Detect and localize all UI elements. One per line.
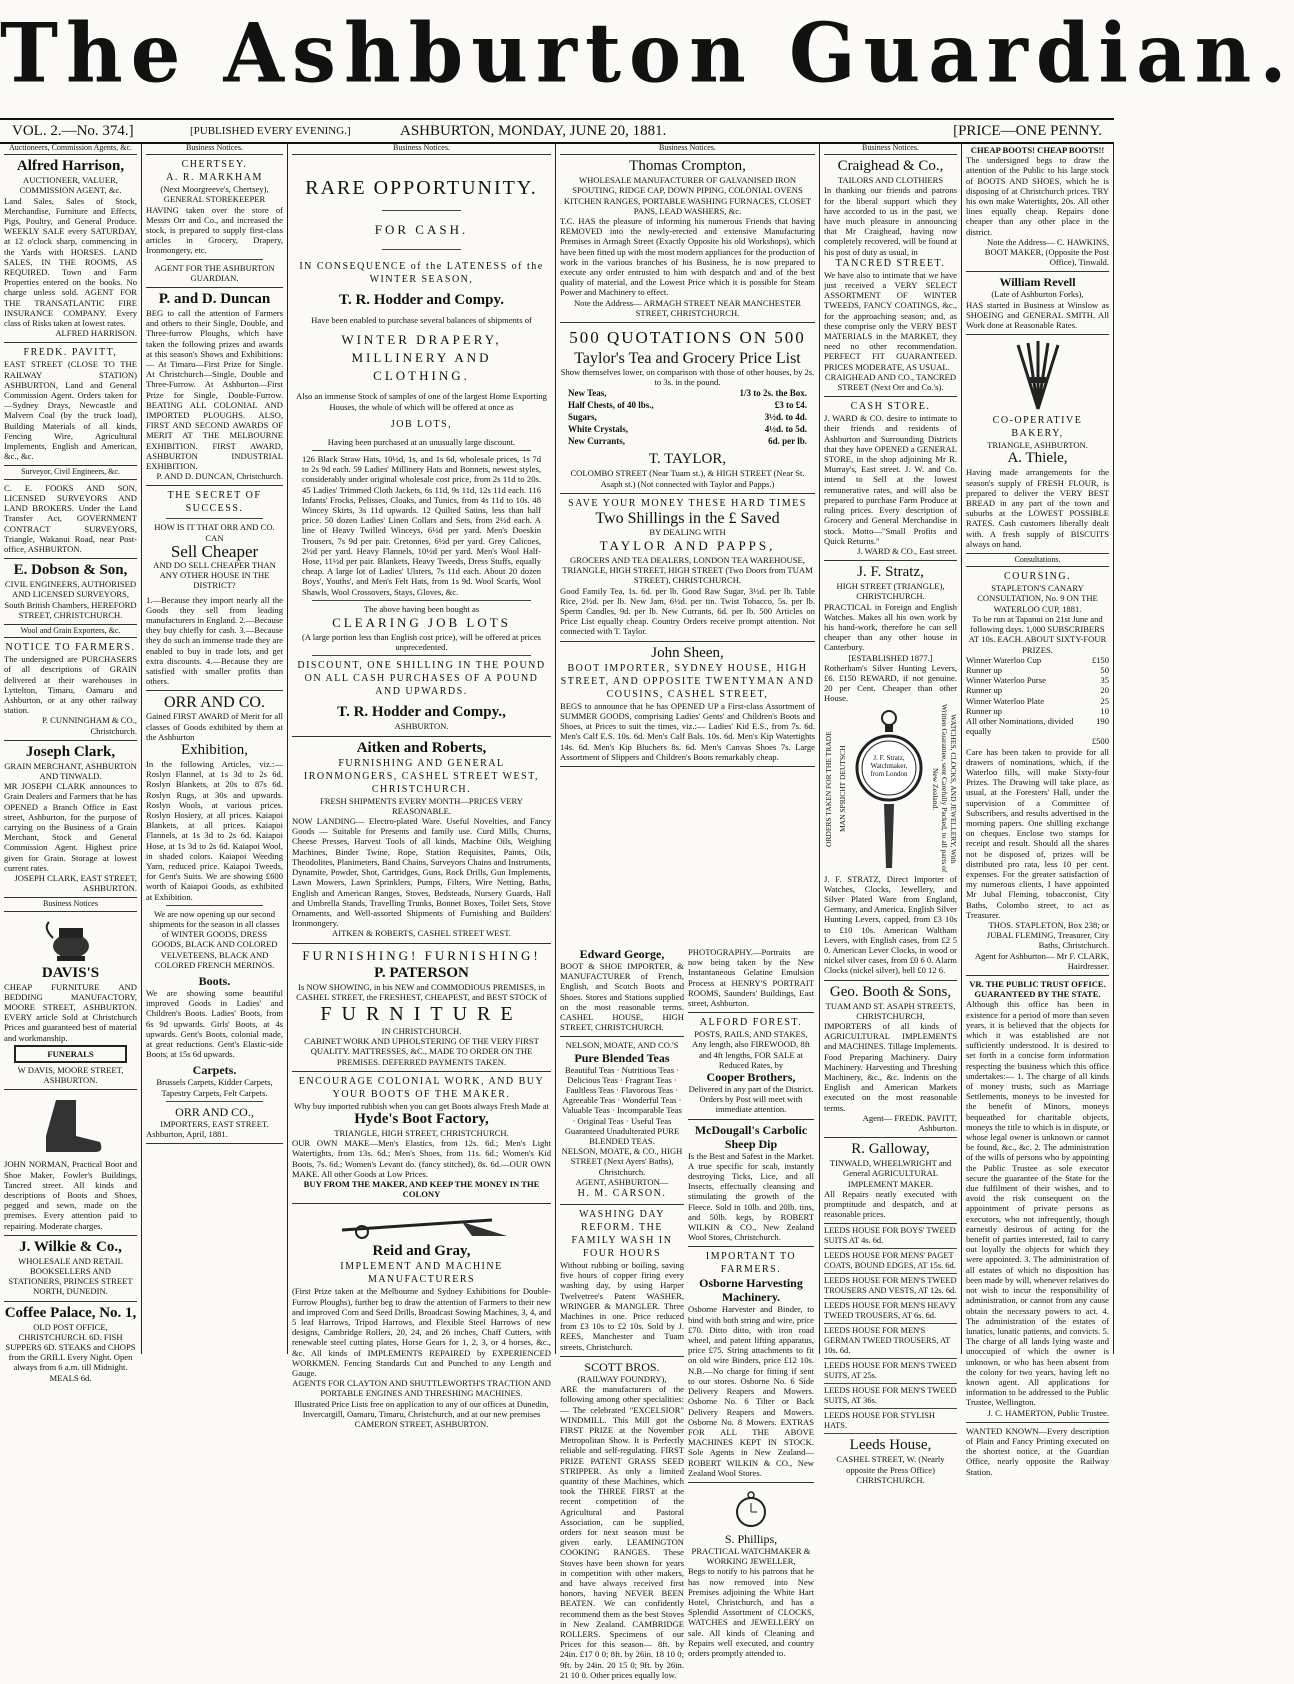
advertiser-name: Leeds House, — [849, 1437, 932, 1454]
section-heading: Business Notices. — [560, 142, 815, 155]
prize-amount: 10 — [1100, 705, 1109, 716]
ad-signature: AITKEN & ROBERTS, CASHEL STREET WEST. — [332, 928, 511, 939]
ad-body: Show themselves lower, on comparison with those of other houses, by 2s. to 3s. in the pound. — [560, 367, 815, 388]
ad-stapleton — [966, 567, 1109, 976]
left-subcolumn — [560, 944, 684, 1684]
section-heading: Consultations. — [966, 554, 1109, 567]
advertiser-name: John Sheen, — [651, 644, 724, 661]
advertiser-trade: IMPLEMENT AND MACHINE MANUFACTURERS — [340, 1261, 503, 1286]
ad-body: The above having been bought as — [363, 603, 480, 614]
column-6 — [962, 142, 1114, 1477]
price-value: 4½d. to 5d. — [764, 424, 807, 435]
leeds-item: LEEDS HOUSE FOR MENS' PAGET COATS, BOUND EDGES, AT 15s. 6d. — [824, 1249, 957, 1274]
ad-public-trust — [966, 976, 1109, 1423]
advertiser-address: IMPORTERS, EAST STREET. — [160, 1118, 269, 1129]
ad-body: In the following Articles, viz.:— Roslyn Flannel, at 1s 3d to 2s 6d. Roslyn Blankets, at 20s to 87s 6d. Roslyn Rugs, at 30s and upwards. Roslyn Wools, at various prices. Roslyn Hosiery, at all prices. Kaiapoi Blankets, at all prices. Kaiapoi Flannels, at 1s 3d to 2s 6d. Kaiapoi Hose, at 1s 3d to 2s 6d. Kaiapoi Wool, in shaded colors. Kaiapoi Weeding Yarn, reduced price. Kaiapoi Tweeds, for Gent's Suits. We are showing £600 worth of Kaiapoi Goods, as exhibited at Exhibition. — [146, 758, 283, 902]
advertiser-trade: GRAIN MERCHANT, ASHBURTON AND TINWALD. — [4, 760, 137, 781]
ad-body: PRACTICAL in Foreign and English Watches. Makes all his own work by his hand-work, therefore he can sell cheaper than any other house in Canterbury. — [824, 601, 957, 653]
ad-headline: RARE OPPORTUNITY. — [305, 177, 538, 200]
agent-name: H. M. CARSON. — [577, 1188, 667, 1200]
item-list: 126 Black Straw Hats, 10½d, 1s, and 1s 6d, wholesale prices, 1s 7d to 2s 9d each. 59 Ladies' Millinery Hats and Bonnets, newest styles, considerably under original wholesale cost price, from 2s 11d to 20s. 45 Ladies' Trimmed Cloth Jackets, 6s 11d, 9s 11d, 12s 11d each. 116 Infants' Frocks, Pelisses, Cloaks, and Tunics, from 4s 11d to 10s. 48 Wincey Skirts, 3s 11d upwards. 12 Quilted Satins, less than half price. 50 dozen Ladies' Linen Collars and Sets, from 2½d each. A line of Heavy Twilled Winceys, 6½d per yard. Men's Doeskin Trousers, 7s 9d per pair. Cretonnes, 6½d per yard. Grey Calicoes, 2½d per yard. Heavy Flannels, 10½d per yard. Men's Wool Half-Hose, 11½d per pair. Blankets, Heavy Tweeds, Dress Stuffs, equally cheap. A large lot of Ladies' Ulsters, 7s 11d each. About 20 dozen Boys', Youths', and Men's Felt Hats, from 1s 9d. Wool Scarfs, Wool Shawls, Wool Crossovers, Stays, Gloves, &c. — [302, 454, 541, 597]
prize-amount: 25 — [1100, 695, 1109, 706]
column-1 — [0, 142, 142, 1383]
masthead — [0, 0, 1294, 118]
ad-note: FRESH SHIPMENTS EVERY MONTH—PRICES VERY REASONABLE. — [320, 795, 523, 816]
price-list-title: Taylor's Tea and Grocery Price List — [574, 350, 801, 368]
ad-markham — [146, 155, 283, 288]
exhibition-heading: Exhibition, — [180, 741, 249, 758]
ad-hyde — [292, 1072, 551, 1205]
job-lots: JOB LOTS, — [390, 418, 453, 430]
ad-headline: FURNISHING! FURNISHING! — [302, 947, 541, 963]
price-item: White Crystals, — [568, 424, 628, 435]
ad-body: (First Prize taken at the Melbourne and Sydney Exhibitions for Double-Furrow Ploughs), further beg to draw the attention of Farmers to their new and improved Corn and Seed Drills, Broadcast Sowing Machines, 3, 4, and 5 leaf Harrows, Tripod Harrows, and Flexible Steel Harrows of new designs, Cambridge Rollers, 20, 24, and 26 inches, Chaff Cutters, with renewable steel cutting plates, Horse Gears for 1, 2, 3, or 4 horses, &c., &c. All kinds of IMPLEMENTS REPAIRED by EXPERIENCED WORKMEN. Fencing Standards Cut and Punched to any Length and Gauge. — [292, 1286, 551, 1378]
side-text-jewellery: WATCHES, CLOCKS, AND JEWELLERY, With Written Guarantee, sent Carefully Packed, to all parts of New Zealand. — [931, 704, 958, 873]
ad-body: BEG to call the attention of Farmers and others to their Single, Double, and Three-furrow Ploughs, which have taken the following prizes and awards at this season's Shows and Exhibitions:— At Timaru—First Prize for Single. At Christchurch—Single, Double and Three-Furrow. At Ashburton—First Prize for Single, Double-Furrow. BEATING ALL COLONIAL AND IMPORTED PLOUGHS. ALSO, FIRST AND SECOND AWARDS OF MERIT AT THE MELBOURNE EXHIBITION. FIRST AWARD, ASHBURTON INDUSTRIAL EXHIBITION. — [146, 308, 283, 472]
prize-label: Winner Waterloo Plate — [966, 695, 1045, 706]
ad-signature: ALFRED HARRISON. — [55, 328, 137, 339]
price-row — [560, 435, 815, 447]
side-text-german: MAN SPRICHT DEUTSCH — [838, 745, 847, 832]
ad-signature: Agent— FREDK. PAVITT, Ashburton. — [862, 1112, 957, 1134]
ad-george — [560, 944, 684, 1037]
ad-body: WHOLESALE AND RETAIL BOOKSELLERS AND STATIONERS, PRINCES STREET NORTH, DUNEDIN. — [8, 1255, 133, 1297]
ad-subhead: FOR CASH. — [374, 222, 469, 238]
prize-row — [966, 685, 1109, 695]
advertiser-address: Note the Address— ARMAGH STREET NEAR MANCHESTER STREET, CHRISTCHURCH. — [573, 297, 802, 318]
section-heading: Surveyor, Civil Engineers, &c. — [4, 466, 137, 479]
advertiser-name: Alfred Harrison, — [16, 158, 125, 175]
advertiser-address: COLOMBO STREET (Near Tuam st.), & HIGH STREET (Near St. Asaph st.) (Not connected with Taylor and Papps.) — [570, 468, 805, 489]
advertiser-name: Aitken and Roberts, — [356, 739, 487, 756]
advertiser-name: Hyde's Boot Factory, — [354, 1110, 489, 1127]
prize-label: All other Nominations, divided equally — [966, 715, 1074, 737]
ad-body: Why buy imported rubbish when you can get Boots always Fresh Made at — [294, 1100, 549, 1111]
section-heading: Business Notices. — [824, 142, 957, 155]
ad-body: (A large portion less than English cost price), will be offered at prices unprecedented. — [301, 632, 542, 653]
watch-panel — [824, 704, 957, 874]
prize-row — [966, 716, 1109, 736]
prize-label: Winner Waterloo Purse — [966, 675, 1046, 686]
section-heading: Auctioneers, Commission Agents, &c. — [4, 142, 137, 155]
bakery-name: CO-OPERATIVE BAKERY, — [992, 415, 1083, 440]
advertiser-name: P. and D. Duncan — [158, 291, 271, 308]
ad-harrison — [4, 155, 137, 343]
ad-leeds-house — [824, 1434, 957, 1489]
leeds-item: LEEDS HOUSE FOR MEN'S HEAVY TWEED TROUSERS, AT 6s. 6d. — [824, 1299, 957, 1324]
ad-body: Without rubbing or boiling, saving five hours of copper firing every washing day, by using Harper Twelvetree's Patent WASHER, WRINGER & MANGLER. Three Machines in one. Price reduced from £3 10s to £2 10s. Sold by J. REES, Manchester and Tuam streets, Christchurch. — [560, 1260, 684, 1352]
ad-body: Although this office has been in existence for a period of more than seven years, it is believed that the objects for which it was established are not sufficiently understood. It is desired to set forth in a concise form information respecting the business which this office undertakes:— 1. The charge of all kinds of money trusts, such as Marriage Settlements, moneys to be invested for the benefit of Minors, moneys bequeathed for charitable objects, moneys the title to which is in dispute, or whose legal owner is unknown or cannot be found, &c., &c. 2. The administration of the wills of persons who by appointing the Public Trustee as sole executor secure the guarantee of the State for the due fulfilment of their wishes, and to avoid the risk consequent on the appointment of private persons as executors, who not infrequently, though earnestly desirous of acting for the benefit of parties interested, fail to carry out loyally the objects for which they were appointed. 3. The administration of all estates of which no disposition has been made by will, whenever relatives do not wish to incur the responsibility of administration, or cannot from any cause obtain the necessary powers to act. 4. The administration of the estates of lunatics, lunatic patients, and convicts. 5. The charge of all lands lying waste and unoccupied of which the owner is unknown, or who has been absent from the colony for two years, having left no known agent. All applications for information to be addressed to the Public Trustee, Wellington. — [966, 999, 1109, 1408]
price-row — [560, 411, 815, 423]
carpets-heading: Carpets. — [192, 1063, 237, 1078]
advertiser-name: E. Dobson & Son, — [13, 562, 128, 579]
advertiser-name: Reid and Gray, — [372, 1243, 471, 1260]
price-value: £3 to £4. — [774, 400, 807, 411]
ad-body: J. WARD & CO. desire to intimate to their friends and residents of Ashburton and Surrounding Districts that they have OPENED a GENERAL STORE, in the shop adjoining Mr R. Murray's, East street. J. W. and Co. intend to Sell at the lowest remunerative rates, and will also be prepared to purchase Farm Produce at ruling prices. Every description of Grocery and General Merchandise in stock. Motto—"Small Profits and Quick Returns." — [824, 413, 957, 546]
advertiser-address: TRIANGLE, ASHBURTON. — [987, 440, 1088, 451]
advertiser-name: NELSON, MOATE, AND CO.'S — [565, 1040, 679, 1051]
ad-body: To be run at Tapanui on 21st June and following days. 1,000 SUBSCRIBERS AT 10s. EACH. ABOUT SIXTY-FOUR PRIZES. — [968, 613, 1107, 655]
advertiser-name: T. R. Hodder and Compy. — [339, 292, 504, 309]
ad-body: MR JOSEPH CLARK announces to Grain Dealers and Farmers that he has OPENED a Branch Office in East street, Ashburton, for the purpose of carrying on the Business of a Grain Merchant, Stock and General Commission Agent. Highest price given for Grain. Storage at lowest current rates. — [4, 781, 137, 873]
prize-amount: £150 — [1091, 654, 1109, 665]
ad-sheen — [560, 642, 815, 767]
ad-hodder — [292, 155, 551, 736]
ad-signature: CRAIGHEAD AND CO., TANCRED STREET (Next Orr and Co.'s). — [824, 371, 957, 393]
advertiser-name: A. Thiele, — [1007, 450, 1068, 467]
ad-signature: P. AND D. DUNCAN, Christchurch. — [156, 471, 283, 482]
ad-headline: WASHING DAY REFORM. THE FAMILY WASH IN FOUR HOURS — [571, 1209, 673, 1260]
advertiser-trade: AUCTIONEER, VALUER, COMMISSION AGENT, &c. — [19, 175, 122, 196]
advertiser-name: Coffee Palace, No. 1, — [4, 1304, 137, 1321]
leeds-house-list — [824, 1224, 957, 1434]
ad-note: Guaranteed Unadulterated PURE BLENDED TEAS. — [564, 1125, 680, 1147]
ad-phillips: S. Phillips, PRACTICAL WATCHMAKER & WORKING JEWELLER, Begs to notify to his patrons that he has now removed into New Premises adjoining the White Hart Hotel, Christchurch, and has a Splendid Assortment of CLOCKS, WATCHES and JEWELLERY on sale. All kinds of Cleaning and Repairs well executed, and country orders promptly attended to. — [688, 1483, 814, 1662]
ad-mcdougall: McDougall's Carbolic Sheep Dip Is the Best and Safest in the Market. A true specific for scab, instantly destroying Ticks, Lice, and all Insects, effectually cleansing and stimulating the growth of the Fleece. Sold in 10lb. and 20lb. tins, and 50lb. kegs, by ROBERT WILKIN & CO., New Zealand Wool Stores, Christchurch. — [688, 1120, 814, 1248]
leeds-item: LEEDS HOUSE FOR MEN'S TWEED SUITS, AT 25s. — [824, 1359, 957, 1384]
ad-signature: J. WARD & CO., East street. — [857, 545, 957, 556]
ad-ward — [824, 397, 957, 561]
prize-table — [966, 655, 1109, 737]
ad-question: AND DO SELL CHEAPER THAN ANY OTHER HOUSE IN THE DISTRICT? — [153, 559, 276, 591]
ad-body: We are showing some beautiful improved Goods in Ladies' and Children's Boots. Ladies' Boots, from 6s 9d upwards. Girls' Boots, at 4s upwards. Gent's Boots, colonial made, at great reductions. Gent's Elastic-side Boots, at 15s 6d upwards. — [146, 988, 283, 1060]
advertiser-address: CASHEL STREET, W. (Nearly opposite the Press Office) CHRISTCHURCH. — [836, 1454, 945, 1485]
ad-intro: IN CONSEQUENCE of the LATENESS of the WINTER SEASON, — [299, 261, 544, 286]
advertiser-address: TRIANGLE, HIGH STREET, CHRISTCHURCH. — [334, 1127, 509, 1138]
advertiser-name: ORR AND CO. — [164, 694, 265, 712]
ad-headline: CASH STORE. — [850, 401, 931, 413]
notice-heading: NOTICE TO FARMERS. — [5, 642, 136, 654]
column-4 — [556, 142, 820, 1680]
place-heading: CHERTSEY. — [181, 159, 248, 171]
price-value: 6d. per lb. — [768, 436, 807, 447]
price-value: 3½d. to 4d. — [764, 412, 807, 423]
ad-alford-forest: ALFORD FOREST. POSTS, RAILS, AND STAKES, Any length, also FIREWOOD, 8ft and 4ft lengths, FOR SALE at Reduced Rates, by Cooper Brothers, Delivered in any part of the District. Orders by Post will meet with immediate attention. — [688, 1013, 814, 1119]
ad-body: The undersigned begs to draw the attention of the Public to his large stock of BOOTS AND SHOES, which he is disposing of at Christchurch prices. TRY his own make Watertights, 20s. All other lines equally cheap. Repairs done cheaper than any other place in the district. — [966, 155, 1109, 237]
boot-illustration — [36, 1096, 106, 1156]
ad-body: All Repairs neatly executed with promptitude and despatch, and at reasonable prices. — [824, 1188, 957, 1220]
ad-orr-success — [146, 486, 283, 691]
advertiser-name: FREDK. PAVITT, — [23, 347, 118, 359]
advertiser-note: (Late of Ashburton Forks), — [991, 289, 1084, 300]
price-item: New Teas, — [568, 388, 607, 399]
advertiser-trade: WHOLESALE MANUFACTURER OF GALVANISED IRON SPOUTING, RIDGE CAP, DOWN PIPING, COLONIAL OVENS KITCHEN RANGES, PORTABLE WASHING FURNACES, CLOSET PANS, LEAD WASHERS, &c. — [563, 175, 812, 216]
advertiser-address: GROCERS AND TEA DEALERS, LONDON TEA WAREHOUSE, TRIANGLE, HIGH STREET, HIGH STREET (Two Doors from TUAM STREET), CHRISTCHURCH. — [562, 555, 813, 586]
prize-total: £500 — [1091, 736, 1109, 747]
ad-body: BOOT & SHOE IMPORTER, & MANUFACTURER of French, English, and Scotch Boots and Shoes. Stores and Stations supplied on the most reasonable terms. CASHEL HOUSE, HIGH STREET, CHRISTCHURCH. — [560, 961, 684, 1033]
ad-body: T.C. HAS the pleasure of informing his numerous Friends that having REMOVED into the newly-erected and extensive Manufacturing Premises in Armagh Street (Exactly Opposite his old Workshops), which have been fitted up with the most modern appliances for the production of work in the various branches of his Business, he is now prepared to execute any order entrusted to him with despatch and and of the best quality of material, and the Lowest Price which it is possible for Steam Power and Machinery to effect. — [560, 216, 815, 298]
advertiser-name: T. R. Hodder and Compy., — [337, 704, 506, 721]
ad-body: Also an immense Stock of samples of one of the largest Home Exporting Houses, the whole of which will be offered at once as — [296, 391, 547, 412]
ad-signature: Note the Address— C. HAWKINS, BOOT MAKER, (Opposite the Post Office), Tinwald. — [984, 236, 1109, 268]
quotations-banner: 500 QUOTATIONS ON 500 — [569, 328, 806, 348]
ad-body: Gained FIRST AWARD of Merit for all classes of Goods exhibited by them at the Ashburton — [146, 711, 283, 742]
ad-wilkie — [4, 1236, 137, 1302]
price-row — [560, 423, 815, 435]
ad-body: Have been enabled to purchase several balances of shipments of — [311, 315, 532, 326]
furniture-heading: FURNITURE — [320, 1002, 523, 1025]
ad-taylor-papps — [560, 494, 815, 642]
ad-headline: ENCOURAGE COLONIAL WORK, AND BUY YOUR BOOTS OF THE MAKER. — [298, 1075, 545, 1100]
advertiser-name: William Revell — [999, 275, 1076, 290]
ad-norman — [4, 1090, 137, 1235]
advertiser-address: ASHBURTON. — [394, 721, 449, 732]
section-heading: Business Notices. — [292, 142, 551, 155]
ad-signature: P. CUNNINGHAM & CO., Christchurch. — [41, 715, 137, 736]
ad-revell — [966, 272, 1109, 335]
discount-note: DISCOUNT, ONE SHILLING IN THE POUND ON ALL CASH PURCHASES OF A POUND AND UPWARDS. — [297, 660, 546, 698]
ad-body: J. F. STRATZ, Direct Importer of Watches, Clocks, Jewellery, and Silver Plated Ware from England, Germany, and America. English Silver Hunting Levers, capped, from £3 10s to £10 10s. American Waltham Levers, with English cases, from £2 5 0. American Lever Clocks, in wood or nickel silver cases, from £0 6 0. Alarm Clocks (nickel silver), bell £0 12 6. — [824, 873, 957, 976]
advertiser-address: HIGH STREET (TRIANGLE), CHRISTCHURCH. — [836, 581, 945, 602]
ad-body: EAST STREET (CLOSE TO THE RAILWAY STATION) ASHBURTON, Land and General Commission Agent. Orders taken for—Sydney Drays, Newcastle and Malvern Coal (by the truck load), Building Materials of all kinds, Fencing Wire, Agricultural Implements, English and American, &c., &c. — [4, 359, 137, 462]
ad-clark — [4, 741, 137, 899]
ad-crompton — [560, 155, 815, 323]
advertiser-trade: TAILORS AND CLOTHIERS — [837, 175, 944, 186]
ad-nelson-moate — [560, 1037, 684, 1205]
ad-body: Land Sales, Sales of Stock, Merchandise, Furniture and Effects, Pigs, Poultry, and General Produce. WEEKLY SALE every SATURDAY, at 12 o'clock sharp, commencing in the Yards with HORSES. LAND SALES, IN THE ROOMS, AS REQUIRED. Town and Farm Properties entered on the books. No charge unless sold. AGENT FOR THE TRANSATLANTIC FIRE INSURANCE COMPANY. Every class of Risks taken at lowest rates. — [4, 195, 137, 329]
ad-body: Good Family Tea, 1s. 6d. per lb. Good Raw Sugar, 3½d. per lb. Table Rice, 2½d. per lb. New Jam, 6½d. per tin. Twist Tobacco, 5s. per lb. Sperm Candles, 9d. per lb. New Currants, 6d. per lb. 500 Articles on Price List equally cheap. Country Orders receive prompt attention. Not connected with T. Taylor. — [560, 585, 815, 637]
ad-dobson — [4, 559, 137, 625]
advertiser-address: BOOT IMPORTER, SYDNEY HOUSE, HIGH STREET, AND OPPOSITE TWENTYMAN AND COUSINS, CASHEL STREET, — [560, 662, 815, 700]
established-note: [ESTABLISHED 1877.] — [848, 652, 933, 663]
ad-body: In thanking our friends and patrons for the liberal support which they have accorded to us in the past, we have much pleasure in announcing that Mr Craighead, having now completely recovered, will be found at his post of duty as usual, in — [824, 185, 957, 257]
advertiser-name: Geo. Booth & Sons, — [829, 983, 952, 1000]
boots-heading: Boots. — [198, 974, 231, 988]
price-list — [560, 387, 815, 447]
ad-aitken — [292, 737, 551, 944]
leeds-item: LEEDS HOUSE FOR STYLISH HATS. — [824, 1409, 957, 1434]
ad-duncan — [146, 288, 283, 486]
agent-note: Agent for Ashburton— Mr F. CLARK, Hairdresser. — [974, 950, 1109, 971]
advertiser-address: NELSON, MOATE, & CO., HIGH STREET (Next Ayers' Baths), Christchurch. — [561, 1146, 683, 1177]
plough-illustration — [332, 1210, 512, 1240]
ad-body: Is NOW SHOWING, in his NEW and COMMODIOUS PREMISES, in CASHEL STREET, the FRESHEST, CHEAPEST, and BEST STOCK of — [296, 981, 547, 1002]
ad-body: HAS started in Business at Winslow as SHOEING and GENERAL SMITH. All Work done at Reasonable Rates. — [966, 299, 1109, 331]
prize-row — [966, 696, 1109, 706]
watch-illustration — [854, 708, 924, 872]
ad-body: CIVIL ENGINEERS, AUTHORISED AND LICENSED SURVEYORS, South British Chambers, HEREFORD STREET, CHRISTCHURCH. — [4, 579, 137, 620]
right-subcolumn — [688, 944, 814, 1662]
section-heading: Business Notices. — [146, 142, 283, 155]
goods-heading: WINTER DRAPERY, MILLINERY AND CLOTHING. — [341, 332, 502, 384]
ad-body: OLD POST OFFICE, CHRISTCHURCH. 6D. FISH SUPPERS 6D. STEAKS and CHOPS from the GRILL Every Night. Open always from 6 a.m. till Midnight. MEALS 6d. — [5, 1321, 136, 1383]
price-row — [560, 399, 815, 411]
ad-question: HOW IS IT THAT ORR AND CO. CAN — [154, 522, 275, 543]
column-3 — [288, 142, 556, 1429]
issue-date: ASHBURTON, MONDAY, JUNE 20, 1881. — [400, 123, 667, 139]
side-text-trade: ORDERS TAKEN FOR THE TRADE — [824, 730, 833, 847]
advertiser-name: R. Galloway, — [851, 1141, 930, 1158]
price-item: Sugars, — [568, 412, 597, 423]
prize-amount: 35 — [1100, 675, 1109, 686]
advertiser-name: Joseph Clark, — [25, 743, 116, 760]
ad-note: AGENTS FOR CLAYTON AND SHUTTLEWORTH'S TRACTION AND PORTABLE ENGINES AND THRESHING MACHINES. — [292, 1378, 551, 1399]
advertiser-trade: FURNISHING AND GENERAL IRONMONGERS, CASHEL STREET WEST, CHRISTCHURCH. — [303, 757, 540, 795]
ad-body: CABINET WORK AND UPHOLSTERING OF THE VERY FIRST QUALITY. MATTRESSES, &C., MADE TO ORDER ON THE PREMISES. DEFERRED PAYMENTS TAKEN. — [304, 1036, 539, 1067]
prize-label: Runner up — [966, 664, 1003, 675]
ad-body: WANTED KNOWN—Every description of Plain and Fancy Printing executed on the shortest notice, at the Guardian Office, nearly opposite the Railway Station. — [966, 1425, 1109, 1477]
ad-body: ARE the manufacturers of the following among other specialities:— The celebrated "EXCELSIOR" WINDMILL. This Mill got the FIRST PRIZE at the November Metropolitan Show. It is Perfectly reliable and self-regulating. FIRST PRIZE PATENT GRASS SEED STRIPPER. As only a limited quantity of these Machines, which took the THREE FIRST at the recent competition of the Agricultural and Pastoral Association, can be supplied, orders for next season must be given early. LEAMINGTON COOKING RANGES. These Stoves have been shown for years in competition with other makers, and have always received first honors, having NEVER BEEN BEATEN. We can confidently recommend them as the best Stoves in New Zealand. CAMBRIDGE ROLLERS. Specimens of our Prices for this season— 8ft. by 24in. £17 0 0; 8ft. by 26in. 18 10 0; 9ft. by 24in. 20 15 0; 9ft. by 26in. 21 10 0. Other prices equally low. — [560, 1384, 684, 1680]
ad-signature: W DAVIS, MOORE STREET, ASHBURTON. — [17, 1065, 124, 1086]
ad-scott — [560, 1357, 684, 1684]
tea-list: Beautiful Teas · Nutritious Teas · Delicious Teas · Fragrant Teas · Faultless Teas · Flavorous Teas · Agreeable Teas · Wonderful Teas · Valuable Teas · Incomparable Teas · Original Teas · Useful Teas — [562, 1064, 682, 1126]
ad-body: We are now opening up our second shipments for the season in all classes of WINTER GOODS, DRESS GOODS, BLACK AND COLORED VELVETEENS, BLACK AND COLORED FRENCH MERINOS. — [149, 908, 280, 970]
ad-photography: PHOTOGRAPHY.—Portraits are now being taken by the New Instantaneous Gelatine Emulsion Process at HENRY'S PORTRAIT ROOMS, Saunders' Buildings, East street, Ashburton. — [688, 944, 814, 1013]
advertiser-name: J. Wilkie & Co., — [19, 1238, 122, 1255]
ad-cunningham — [4, 638, 137, 741]
prize-row — [966, 675, 1109, 685]
prize-label: Winner Waterloo Cup — [966, 654, 1042, 665]
leeds-item: LEEDS HOUSE FOR BOYS' TWEED SUITS AT 4s. 6d. — [824, 1224, 957, 1249]
prize-row — [966, 706, 1109, 716]
pocket-watch-illustration — [734, 1489, 768, 1529]
advertiser-address: IN CHRISTCHURCH. — [381, 1025, 462, 1036]
column-5 — [820, 142, 962, 1485]
watch-face-text: J. F. Stratz, Watchmaker, from London — [870, 753, 908, 778]
ad-davis — [4, 912, 137, 1091]
ad-taylor — [560, 323, 815, 494]
ad-body: We have also to intimate that we have just received a VERY SELECT ASSORTMENT OF WINTER TWEEDS, FANCY COATINGS, &c., for the approaching season; and, as these comprise only the VERY BEST MATERIALS in the MARKET, they need no other recommendation. PERFECT FIT GUARANTEED. PRICES MODERATE, AS USUAL. — [824, 269, 957, 372]
ad-osborne: IMPORTANT TO FARMERS. Osborne Harvesting Machinery. Osborne Harvester and Binder, to bind with both string and wire, price £70. Ditto ditto, with iron road wheel, and patent lifting apparatus, price £75. String attachments to fit on old wire Binders, price £12 10s. N.B.—No charge for fitting if sent to our stores. Osborne No. 6 Side Delivery Reapers and Mowers. Osborne No. 6 Tilter or Back Delivery Reapers and Mowers. Osborne No. 8 Mowers. EXTRAS FOR ALL THE ABOVE MACHINES KEPT IN STOCK. Sole Agents in New Zealand—ROBERT WILKIN & CO., New Zealand Wool Stores. — [688, 1247, 814, 1482]
ad-reasons: 1.—Because they import nearly all the Goods they sell from leading manufacturers in England. 2.—Because they buy chiefly for cash. 3.—Because they do such an immense trade they are enabled to buy in trade lots, and get extra discounts. 4.—Because they are satisfied with smaller profits than others. — [146, 594, 283, 687]
ad-note: Illustrated Price Lists free on application to any of our offices at Dunedin, Invercargill, Oamaru, Timaru, Christchurch, and at our new premises CAMERON STREET, ASHBURTON. — [294, 1398, 549, 1429]
ad-fooks — [4, 480, 137, 559]
prize-amount: 50 — [1100, 664, 1109, 675]
ad-slogan: BUY FROM THE MAKER, AND KEEP THE MONEY IN THE COLONY — [303, 1178, 540, 1200]
prize-label: Runner up — [966, 685, 1003, 696]
ad-body: CHEAP FURNITURE AND BEDDING MANUFACTORY, MOORE STREET, ASHBURTON. EVERY article Sold at Christchurch Prices and guaranteed best of material and workmanship. — [4, 981, 137, 1043]
ad-body: The undersigned are PURCHASERS of all descriptions of GRAIN delivered at their warehouses in Lyttelton, Timaru, Oamaru and Ashburton, or at any other railway station. — [4, 654, 137, 716]
ad-paterson — [292, 944, 551, 1072]
wheat-sheaf-illustration — [1008, 341, 1068, 411]
ad-headline: COURSING. — [1003, 571, 1072, 583]
advertiser-name: J. F. Stratz, — [857, 564, 924, 581]
ad-booth — [824, 981, 957, 1139]
advertiser-trade: (RAILWAY FOUNDRY), — [577, 1373, 667, 1384]
funerals-box: FUNERALS — [14, 1045, 127, 1063]
leeds-item: LEEDS HOUSE FOR MEN'S TWEED SUITS, AT 36s. — [824, 1384, 957, 1409]
price-row — [560, 387, 815, 399]
dateline — [0, 118, 1114, 144]
ad-body: IMPORTERS of all kinds of AGRICULTURAL IMPLEMENTS and MACHINES. Tillage Implements. Food Preparing Machinery. Dairy Machinery. Harvesting and Threshing Machinery, &c., &c. Indents on the English and American Markets executed on the most reasonable terms. — [824, 1020, 957, 1113]
ad-signature: THOS. STAPLETON, Box 238; or JUBAL FLEMING, Treasurer, City Baths, Christchurch. — [986, 919, 1109, 951]
advertiser-trade: TINWALD, WHEELWRIGHT and General AGRICULTURAL IMPLEMENT MAKER. — [829, 1158, 952, 1189]
ad-slogan: Two Shillings in the £ Saved — [595, 509, 780, 527]
ad-body: Care has been taken to provide for all drawers of nominations, which, if the Waterloo fills, will make Sixty-four Prizes. The Drawing will take place, as usual, at the Foresters' Hall, under the supervision of a Committee of Subscribers, and results advertised in the morning papers. One shilling exchange on cheques. Enclose two stamps for receipt and result. Should all the shares not be disposed of, prizes will be distributed pro rata, less 10 per cent. expenses. For the greater satisfaction of my numerous clients, I have appointed Mr Jubal Fleming, tobacconist, City Baths, Colombo street, to act as Treasurer. — [966, 746, 1109, 920]
price-item: New Currants, — [568, 436, 625, 447]
ad-hawkins — [966, 142, 1109, 272]
ad-pavitt — [4, 343, 137, 466]
advertiser-name: SCOTT BROS. — [584, 1359, 660, 1374]
ad-headline: VR. THE PUBLIC TRUST OFFICE. GUARANTEED BY THE STATE. — [969, 979, 1106, 1000]
ad-date: Ashburton, April, 1881. — [146, 1129, 228, 1140]
advertiser-name: Thomas Crompton, — [629, 158, 746, 175]
advertiser-name: P. PATERSON — [374, 964, 469, 981]
advertiser-name: ORR AND CO., — [175, 1104, 254, 1119]
ad-body: Having been purchased at an unusually large discount. — [327, 436, 516, 447]
ad-signature: JOSEPH CLARK, EAST STREET, ASHBURTON. — [14, 872, 137, 894]
prize-row — [966, 655, 1109, 665]
advertiser-name: DAVIS'S — [41, 964, 100, 981]
column-2 — [142, 142, 288, 1354]
kettle-illustration — [41, 918, 101, 962]
ad-heading: THE SECRET OF SUCCESS. — [167, 490, 262, 515]
agent-note: AGENT FOR THE ASHBURTON GUARDIAN. — [154, 262, 275, 283]
consultation-title: STAPLETON'S CANARY CONSULTATION, No. 9 ON THE WATERLOO CUP, 1881. — [977, 583, 1098, 614]
advertiser-name: Edward George, — [579, 947, 665, 961]
ad-headline: SAVE YOUR MONEY THESE HARD TIMES — [568, 497, 807, 509]
advertiser-name: TAYLOR AND PAPPS, — [599, 538, 776, 554]
ad-coffee-palace — [4, 1302, 137, 1387]
ad-body: Having made arrangements for the season's supply of FRESH FLOUR, is prepared to deliver the VERY BEST BREAD in any part of the town and suburbs at the LOWEST POSSIBLE RATES. Cash customers liberally dealt with. A fresh supply of BISCUITS always on hand. — [966, 467, 1109, 549]
ad-body: Brussels Carpets, Kidder Carpets, Tapestry Carpets, Felt Carpets. — [156, 1077, 273, 1098]
ad-body: OUR OWN MAKE—Men's Elastics, from 12s. 6d.; Men's Light Watertights, from 13s. 6d.; Men's Shoes, from 11s. 6d.; Women's Kid Boots, 7s. 6d.; Women's Levant do. (fancy stitched), 8s. 6d.—OUR OWN MAKE. All other Goods at Low Prices. — [292, 1138, 551, 1179]
newspaper-title: The Ashburton Guardian. — [0, 5, 1294, 102]
ad-galloway — [824, 1138, 957, 1224]
ad-stratz — [824, 561, 957, 980]
sell-cheaper: Sell Cheaper — [170, 541, 259, 561]
section-heading: Business Notices — [4, 898, 137, 911]
ad-washing — [560, 1205, 684, 1357]
ad-body: JOHN NORMAN, Practical Boot and Shoe Maker, Fowler's Buildings, Tancred street. All kinds and descriptions of Boots and Shoes, pegged and sewn, made on the premises. Every attention paid to repairing. Moderate charges. — [4, 1159, 137, 1231]
clearing-heading: CLEARING JOB LOTS — [332, 615, 511, 631]
ad-headline: CHEAP BOOTS! CHEAP BOOTS!! — [970, 145, 1105, 155]
advertiser-name: Craighead & Co., — [837, 158, 944, 175]
advertiser-address: TUAM AND ST. ASAPH STREETS, CHRISTCHURCH, — [825, 1000, 956, 1021]
ad-reid-gray — [292, 1204, 551, 1433]
ad-orr-exhibition — [146, 691, 283, 1144]
leeds-item: LEEDS HOUSE FOR MEN'S TWEED TROUSERS AND VESTS, AT 12s. 6d. — [824, 1274, 957, 1299]
price-item: Half Chests, of 40 lbs., — [568, 400, 654, 411]
street-name: TANCRED STREET. — [835, 257, 946, 269]
ad-body: BEGS to announce that he has OPENED UP a First-class Assortment of SUMMER GOODS, comprising Ladies' Gents' and Children's Boots and Shoes, at Prices to suit the times, viz.:— Ladies' Kid E.S., from 7s. 6d. Men's Calf E.S. 10s. 6d. Men's Calf Bals. 10s. 6d. Men's Kip Watertights 14s. 6d. Men's Kip Bluchers 8s. 6d. Men's Canvas Shoes 7s. Large Assortment of Slippers and Children's Boots remarkably cheap. — [560, 700, 815, 762]
prize-row — [966, 665, 1109, 675]
ad-wanted — [966, 1423, 1109, 1481]
issue-price: [PRICE—ONE PENNY. — [953, 123, 1102, 139]
leeds-item: LEEDS HOUSE FOR MEN'S GERMAN TWEED TROUSERS, AT 10s. 6d. — [824, 1324, 957, 1359]
ad-signature: J. C. HAMERTON, Public Trustee. — [987, 1407, 1109, 1418]
ad-body: Rotherham's Silver Hunting Levers, £6. £150 REWARD, if not genuine. 20 per Cent. Cheaper than other House. — [824, 662, 957, 704]
volume-number: VOL. 2.—No. 374.] — [12, 123, 134, 139]
prize-amount: 20 — [1100, 685, 1109, 696]
price-value: 1/3 to 2s. the Box. — [739, 388, 807, 399]
prize-amount: 190 — [1096, 715, 1109, 726]
ad-craighead — [824, 155, 957, 397]
ad-body: NOW LANDING— Electro-plated Ware. Useful Novelties, and Fancy Goods — Suitable for Presents and family use. Curd Mills, Churns, Cheese Presses, Harvest Tools of all kinds, Machine Oils, Weighing Machines, Binder Twine, Rope, Station Requisites, Paints, Oils, Theodolites, Planimeters, Band Chains, Surveyors Chains and Instruments, Dynamite, Powder, Shot, Cartridges, Guns, Rock Drills, Gun Implements, Lawn Mowers, Lawn Sprinklers, Pumps, Filters, Wire Netting, Baths, English and American Ranges, Stoves, Bedsteads, Nursery Guards, Hall and Umbrella Stands, Travelling Trunks, Bonnet Boxes, Toilet Sets, Stove Ornaments, and Well-assorted Shipments of Furnishing and Builders' Ironmongery. — [292, 816, 551, 929]
published-note: [PUBLISHED EVERY EVENING.] — [190, 125, 351, 137]
ad-body: HAVING taken over the store of Messrs Orr and Co., and increased the stock, is prepared to supply first-class articles in Grocery, Drapery, Ironmongery, etc. — [146, 204, 283, 256]
ad-thiele — [966, 335, 1109, 554]
advertiser-name: T. TAYLOR, — [648, 451, 727, 468]
ad-note: BY DEALING WITH — [649, 526, 726, 537]
ad-body: C. E. FOOKS AND SON, LICENSED SURVEYORS AND LAND BROKERS. Under the Land Transfer Act, GOVERNMENT CONTRACT SURVEYORS, Triangle, Wakanui Road, near Post-office, ASHBURTON. — [4, 482, 137, 554]
prize-label: Runner up — [966, 705, 1003, 716]
advertiser-name: A. R. MARKHAM — [166, 172, 263, 184]
agent-label: AGENT, ASHBURTON— — [575, 1176, 669, 1187]
ad-headline: Pure Blended Teas — [574, 1050, 670, 1065]
section-heading: Wool and Grain Exporters, &c. — [4, 625, 137, 638]
advertiser-trade: (Next Moorgreeve's, Chertsey), GENERAL STOREKEEPER — [160, 184, 269, 205]
